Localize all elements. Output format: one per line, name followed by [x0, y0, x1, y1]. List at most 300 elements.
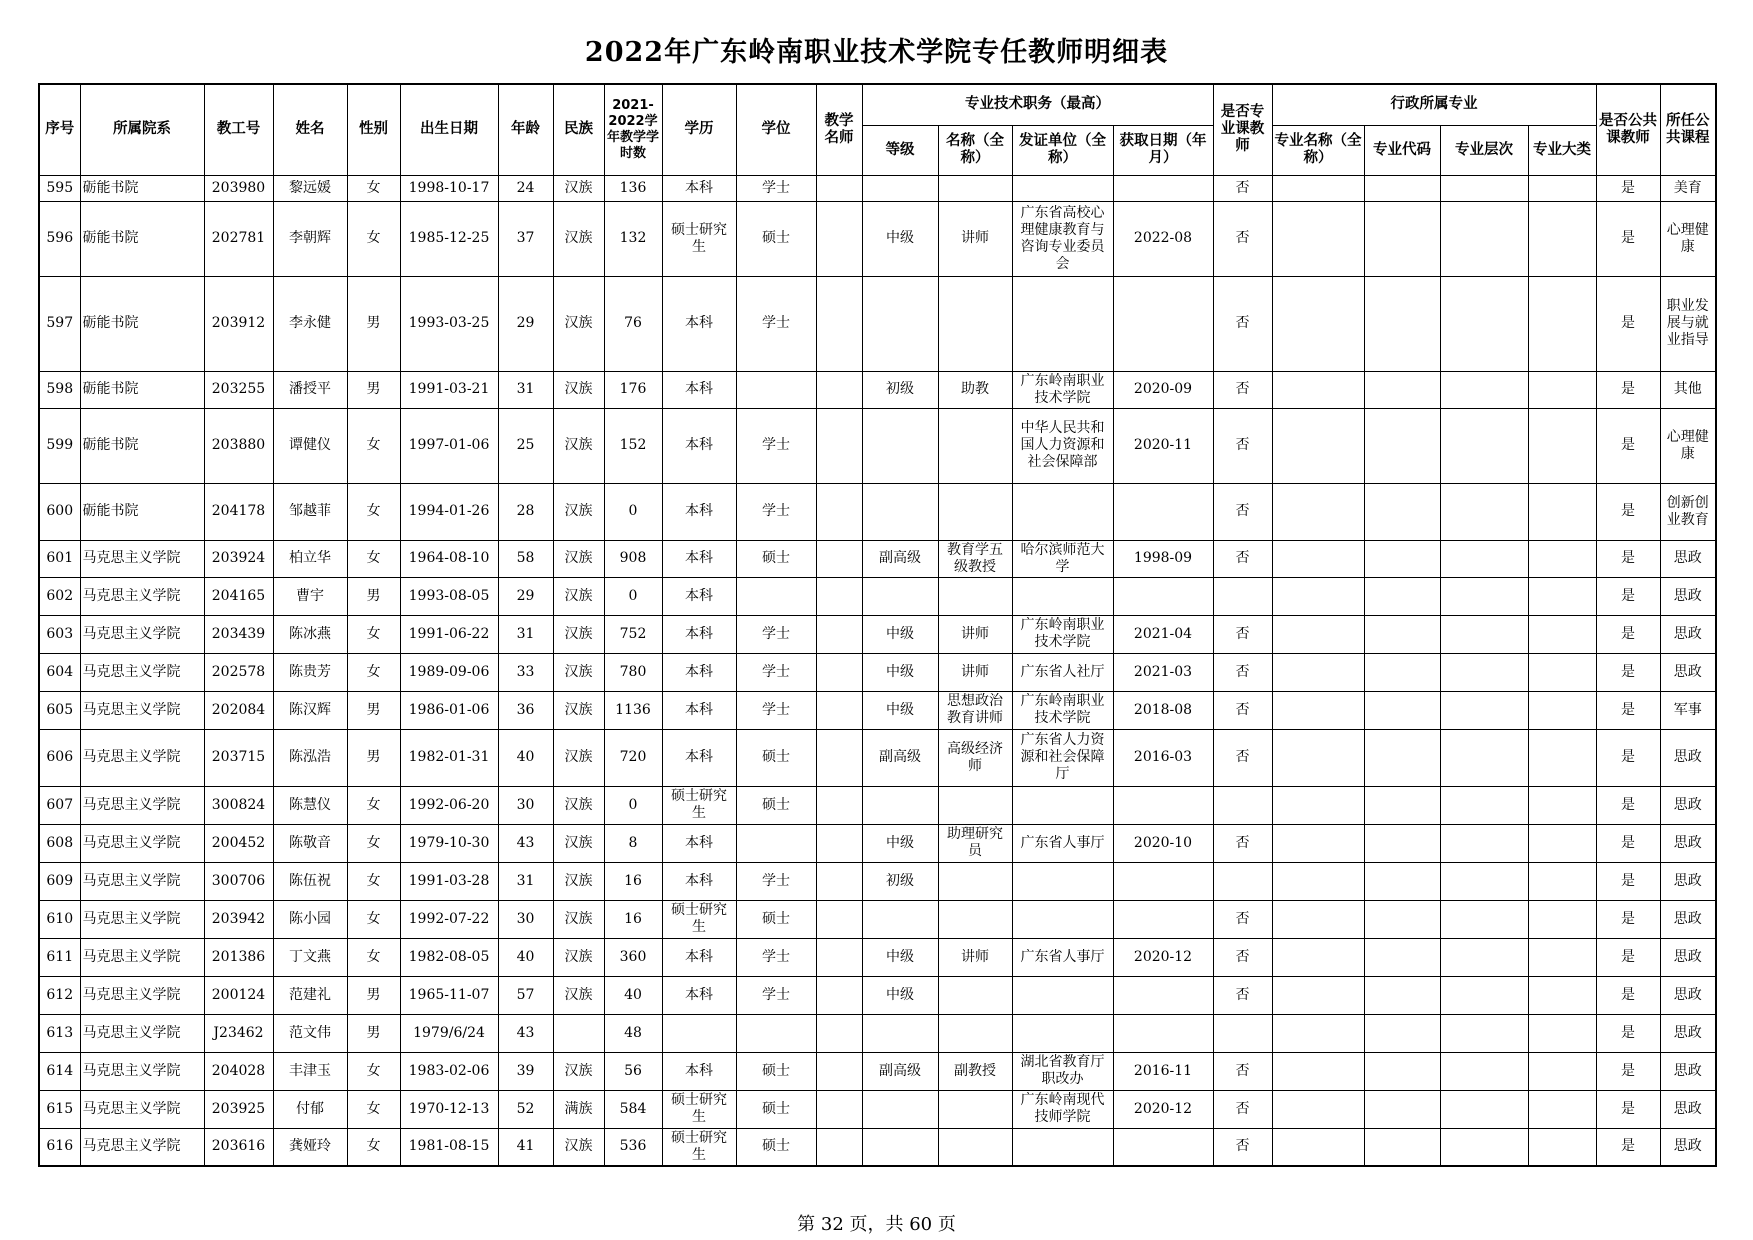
cell-is-major-teacher-text: 否 [1235, 663, 1250, 680]
cell-major-name [1272, 976, 1364, 1014]
cell-age [498, 938, 553, 976]
cell-staff-id [204, 371, 273, 408]
cell-public-course [1660, 408, 1716, 483]
cell-public-course-text: 心理健康 [1666, 221, 1709, 255]
cell-seq [39, 577, 80, 615]
cell-is-major-teacher [1213, 615, 1272, 653]
cell-issuer [1012, 1014, 1113, 1052]
cell-staff-id [204, 938, 273, 976]
cell-degree [736, 653, 816, 691]
cell-birth-text: 1983-02-06 [408, 1062, 490, 1079]
cell-seq-text: 612 [46, 986, 74, 1003]
cell-degree [736, 408, 816, 483]
cell-birth [400, 408, 498, 483]
cell-staff-id-text: 203439 [211, 625, 266, 642]
cell-hours-text: 132 [619, 230, 647, 246]
cell-seq-text: 607 [46, 796, 74, 813]
cell-age-text: 37 [516, 230, 535, 246]
cell-degree [736, 371, 816, 408]
cell-staff-id [204, 900, 273, 938]
cell-gender-text: 男 [366, 315, 381, 331]
cell-issuer [1012, 653, 1113, 691]
cell-dept-text: 砺能书院 [82, 503, 139, 519]
cell-birth-text: 1994-01-26 [408, 503, 490, 519]
cell-dept-text: 马克思主义学院 [82, 1024, 181, 1041]
header-staff-id: 教工号 [204, 84, 273, 175]
cell-name [273, 938, 347, 976]
cell-public-course [1660, 976, 1716, 1014]
cell-public-course [1660, 1128, 1716, 1166]
cell-rank-text: 中级 [886, 948, 914, 965]
cell-age [498, 824, 553, 862]
cell-issuer-text: 广东岭南职业技术学院 [1020, 617, 1105, 650]
cell-degree [736, 540, 816, 577]
cell-gender [347, 862, 400, 900]
cell-education [662, 371, 736, 408]
cell-is-major-teacher [1213, 577, 1272, 615]
cell-ethnicity-text: 汉族 [564, 749, 593, 765]
cell-issuer [1012, 862, 1113, 900]
cell-name-text: 陈贵芳 [289, 663, 331, 680]
cell-name [273, 1128, 347, 1166]
cell-major-category [1528, 201, 1596, 276]
cell-is-major-teacher [1213, 1014, 1272, 1052]
cell-name-text: 柏立华 [289, 550, 331, 566]
cell-degree-text: 硕士 [762, 550, 790, 566]
cell-name-text: 陈慧仪 [289, 796, 331, 813]
cell-seq [39, 862, 80, 900]
cell-famous [816, 540, 862, 577]
table-row [39, 900, 1716, 938]
cell-major-name [1272, 1052, 1364, 1090]
cell-dept [80, 900, 204, 938]
cell-birth [400, 938, 498, 976]
cell-staff-id-text: 203925 [211, 1100, 266, 1117]
cell-hours [604, 938, 662, 976]
cell-issuer-text: 广东岭南现代技师学院 [1020, 1092, 1105, 1125]
cell-major-category [1528, 729, 1596, 786]
cell-is-public-teacher [1596, 175, 1660, 201]
cell-major-name [1272, 862, 1364, 900]
cell-staff-id [204, 1090, 273, 1128]
cell-seq-text: 615 [46, 1100, 74, 1117]
cell-seq-text: 601 [46, 550, 74, 566]
cell-ethnicity [553, 577, 604, 615]
cell-issuer-text: 广东岭南职业技术学院 [1020, 693, 1105, 726]
cell-degree [736, 786, 816, 824]
cell-issuer [1012, 900, 1113, 938]
cell-obtain-date-text: 2021-04 [1133, 625, 1193, 642]
cell-major-code [1364, 824, 1440, 862]
cell-hours [604, 371, 662, 408]
cell-staff-id-text: 300706 [211, 872, 266, 889]
cell-famous [816, 729, 862, 786]
cell-obtain-date [1113, 615, 1213, 653]
cell-hours-text: 1136 [615, 701, 651, 718]
cell-gender-text: 女 [366, 179, 381, 196]
cell-gender [347, 408, 400, 483]
cell-education [662, 976, 736, 1014]
cell-hours [604, 483, 662, 540]
cell-birth [400, 862, 498, 900]
cell-seq-text: 599 [46, 437, 74, 453]
cell-gender-text: 男 [366, 587, 381, 604]
cell-birth [400, 976, 498, 1014]
header-public-course: 所任公共课程 [1660, 84, 1716, 175]
cell-gender-text: 女 [366, 550, 381, 566]
cell-public-course-text: 思政 [1673, 587, 1702, 604]
cell-staff-id [204, 653, 273, 691]
cell-title-name-text: 讲师 [961, 230, 989, 246]
cell-rank [862, 653, 938, 691]
cell-title-name-text: 思想政治教育讲师 [947, 693, 1003, 726]
cell-title-name [938, 276, 1012, 371]
cell-education [662, 201, 736, 276]
cell-issuer-text: 哈尔滨师范大学 [1020, 541, 1105, 575]
cell-seq-text: 609 [46, 872, 74, 889]
cell-staff-id-text: 204178 [211, 503, 266, 519]
cell-major-name [1272, 653, 1364, 691]
cell-ethnicity-text: 汉族 [564, 503, 593, 519]
cell-major-level [1440, 938, 1528, 976]
cell-hours [604, 1014, 662, 1052]
cell-obtain-date [1113, 1052, 1213, 1090]
cell-staff-id [204, 175, 273, 201]
cell-age [498, 1128, 553, 1166]
cell-obtain-date [1113, 976, 1213, 1014]
cell-birth [400, 900, 498, 938]
cell-gender [347, 577, 400, 615]
cell-hours [604, 1128, 662, 1166]
cell-degree-text: 学士 [762, 872, 790, 889]
cell-public-course-text: 其他 [1673, 381, 1702, 397]
header-admin-group: 行政所属专业 [1272, 84, 1596, 125]
cell-title-name [938, 1052, 1012, 1090]
cell-name-text: 丰津玉 [289, 1062, 331, 1079]
cell-dept [80, 1128, 204, 1166]
cell-is-major-teacher [1213, 1052, 1272, 1090]
cell-is-public-teacher [1596, 938, 1660, 976]
cell-staff-id [204, 1052, 273, 1090]
cell-obtain-date [1113, 786, 1213, 824]
cell-name-text: 李朝辉 [289, 230, 331, 246]
cell-seq [39, 1014, 80, 1052]
cell-gender-text: 女 [366, 834, 381, 851]
cell-name [273, 786, 347, 824]
cell-rank [862, 729, 938, 786]
cell-birth-text: 1982-08-05 [408, 948, 490, 965]
cell-title-name [938, 371, 1012, 408]
cell-hours-text: 536 [619, 1138, 647, 1155]
cell-rank-text: 副高级 [879, 1062, 921, 1079]
header-is-public-teacher: 是否公共课教师 [1596, 84, 1660, 175]
cell-title-name-text: 讲师 [961, 625, 989, 642]
cell-major-category [1528, 786, 1596, 824]
cell-age [498, 371, 553, 408]
cell-hours-text: 176 [619, 381, 647, 397]
cell-major-name [1272, 408, 1364, 483]
cell-is-public-teacher-text: 是 [1621, 834, 1635, 851]
cell-birth-text: 1985-12-25 [408, 230, 490, 246]
cell-education [662, 691, 736, 729]
cell-staff-id [204, 1014, 273, 1052]
cell-gender-text: 女 [366, 1062, 381, 1079]
cell-age-text: 33 [516, 663, 535, 680]
cell-seq-text: 608 [46, 834, 74, 851]
cell-ethnicity [553, 1128, 604, 1166]
cell-is-public-teacher-text: 是 [1621, 910, 1635, 927]
cell-major-level [1440, 1014, 1528, 1052]
cell-seq-text: 600 [46, 503, 74, 519]
cell-ethnicity-text: 汉族 [564, 1062, 593, 1079]
cell-hours [604, 729, 662, 786]
cell-famous [816, 483, 862, 540]
cell-staff-id [204, 824, 273, 862]
cell-age-text: 24 [516, 179, 535, 196]
cell-gender-text: 女 [366, 1138, 381, 1155]
cell-staff-id [204, 540, 273, 577]
cell-age-text: 41 [516, 1138, 535, 1155]
cell-hours-text: 0 [628, 796, 638, 813]
cell-birth-text: 1979-10-30 [408, 834, 490, 851]
cell-is-public-teacher-text: 是 [1621, 1024, 1635, 1041]
cell-degree-text: 硕士 [762, 1100, 790, 1117]
cell-obtain-date-text: 2016-11 [1133, 1062, 1193, 1079]
cell-hours-text: 0 [628, 503, 638, 519]
cell-obtain-date [1113, 408, 1213, 483]
cell-is-major-teacher-text: 否 [1235, 834, 1250, 851]
cell-birth [400, 691, 498, 729]
cell-issuer [1012, 1052, 1113, 1090]
cell-seq-text: 598 [46, 381, 74, 397]
cell-obtain-date-text: 2020-10 [1133, 834, 1193, 851]
cell-degree [736, 1052, 816, 1090]
cell-is-major-teacher-text: 否 [1235, 948, 1250, 965]
cell-birth-text: 1992-07-22 [408, 910, 490, 927]
cell-major-level [1440, 175, 1528, 201]
cell-dept [80, 938, 204, 976]
cell-rank-text: 中级 [886, 230, 914, 246]
cell-gender [347, 729, 400, 786]
cell-dept [80, 408, 204, 483]
cell-hours-text: 76 [624, 315, 642, 331]
cell-age-text: 30 [516, 910, 535, 927]
header-major-name: 专业名称（全称） [1272, 125, 1364, 175]
cell-public-course-text: 思政 [1673, 834, 1702, 851]
cell-is-major-teacher-text: 否 [1235, 910, 1250, 927]
cell-issuer-text: 湖北省教育厅职改办 [1020, 1054, 1105, 1087]
cell-public-course [1660, 938, 1716, 976]
cell-ethnicity-text: 汉族 [564, 587, 593, 604]
cell-ethnicity [553, 276, 604, 371]
cell-dept-text: 马克思主义学院 [82, 872, 181, 889]
cell-age [498, 540, 553, 577]
cell-is-public-teacher [1596, 976, 1660, 1014]
cell-dept-text: 砺能书院 [82, 381, 139, 397]
cell-title-name [938, 976, 1012, 1014]
cell-issuer-text: 中华人民共和国人力资源和社会保障部 [1020, 420, 1105, 470]
cell-rank [862, 483, 938, 540]
cell-is-public-teacher-text: 是 [1621, 1138, 1635, 1155]
cell-staff-id [204, 615, 273, 653]
cell-degree [736, 1014, 816, 1052]
cell-degree-text: 学士 [762, 179, 790, 196]
cell-title-name [938, 824, 1012, 862]
cell-degree-text: 硕士 [762, 1062, 790, 1079]
cell-public-course-text: 创新创业教育 [1666, 494, 1709, 528]
cell-issuer [1012, 615, 1113, 653]
cell-degree [736, 276, 816, 371]
cell-dept-text: 马克思主义学院 [82, 625, 181, 642]
cell-age-text: 28 [516, 503, 535, 519]
cell-obtain-date [1113, 1128, 1213, 1166]
cell-birth [400, 276, 498, 371]
cell-seq [39, 371, 80, 408]
cell-obtain-date-text: 2018-08 [1133, 701, 1193, 718]
cell-hours [604, 615, 662, 653]
cell-major-category [1528, 540, 1596, 577]
cell-education [662, 1014, 736, 1052]
cell-name [273, 691, 347, 729]
table-row [39, 938, 1716, 976]
cell-issuer [1012, 824, 1113, 862]
cell-rank [862, 824, 938, 862]
cell-dept [80, 201, 204, 276]
cell-is-major-teacher [1213, 276, 1272, 371]
cell-major-level [1440, 577, 1528, 615]
cell-major-level [1440, 862, 1528, 900]
cell-seq [39, 175, 80, 201]
cell-rank [862, 1052, 938, 1090]
cell-name-text: 曹宇 [296, 587, 324, 604]
cell-rank [862, 1128, 938, 1166]
cell-public-course [1660, 1014, 1716, 1052]
cell-is-major-teacher [1213, 729, 1272, 786]
cell-education-text: 本科 [685, 625, 713, 642]
cell-degree-text: 学士 [762, 948, 790, 965]
cell-is-major-teacher [1213, 824, 1272, 862]
cell-hours-text: 136 [619, 179, 647, 196]
cell-is-public-teacher [1596, 408, 1660, 483]
cell-title-name [938, 408, 1012, 483]
cell-rank [862, 201, 938, 276]
cell-dept [80, 1014, 204, 1052]
cell-ethnicity [553, 371, 604, 408]
cell-degree-text: 学士 [762, 625, 790, 642]
cell-staff-id-text: 202578 [211, 663, 266, 680]
cell-education-text: 本科 [685, 179, 713, 196]
cell-is-public-teacher-text: 是 [1621, 503, 1635, 519]
cell-dept-text: 马克思主义学院 [82, 1138, 181, 1155]
cell-name-text: 黎远媛 [289, 179, 331, 196]
cell-age [498, 786, 553, 824]
cell-hours-text: 48 [624, 1024, 642, 1041]
cell-is-public-teacher-text: 是 [1621, 663, 1635, 680]
cell-is-major-teacher-text: 否 [1235, 315, 1250, 331]
cell-major-level [1440, 1052, 1528, 1090]
cell-birth [400, 1052, 498, 1090]
page-footer: 第 32 页，共 60 页 [797, 1214, 956, 1235]
cell-major-name [1272, 1014, 1364, 1052]
cell-public-course [1660, 483, 1716, 540]
cell-obtain-date-text: 2020-12 [1133, 1100, 1193, 1117]
cell-major-level [1440, 1128, 1528, 1166]
cell-ethnicity [553, 729, 604, 786]
cell-public-course-text: 思政 [1673, 625, 1702, 642]
header-famous: 教学名师 [816, 84, 862, 175]
cell-hours [604, 408, 662, 483]
cell-hours [604, 540, 662, 577]
cell-major-category [1528, 938, 1596, 976]
cell-famous [816, 1090, 862, 1128]
cell-hours [604, 900, 662, 938]
cell-issuer-text: 广东省人事厅 [1020, 834, 1105, 851]
cell-age [498, 483, 553, 540]
cell-public-course-text: 美育 [1673, 179, 1702, 196]
cell-famous [816, 175, 862, 201]
cell-public-course [1660, 653, 1716, 691]
cell-rank [862, 540, 938, 577]
cell-staff-id [204, 786, 273, 824]
cell-degree-text: 学士 [762, 503, 790, 519]
cell-dept [80, 786, 204, 824]
header-gender: 性别 [347, 84, 400, 175]
cell-ethnicity-text: 汉族 [564, 796, 593, 813]
cell-dept-text: 砺能书院 [82, 437, 139, 453]
cell-dept-text: 马克思主义学院 [82, 1062, 181, 1079]
cell-ethnicity-text: 汉族 [564, 179, 593, 196]
cell-major-name [1272, 786, 1364, 824]
cell-seq-text: 606 [46, 749, 74, 765]
cell-gender [347, 691, 400, 729]
cell-name-text: 邹越菲 [289, 503, 331, 519]
cell-dept-text: 马克思主义学院 [82, 701, 181, 718]
cell-dept-text: 砺能书院 [82, 230, 139, 246]
cell-ethnicity [553, 786, 604, 824]
cell-major-code [1364, 276, 1440, 371]
cell-major-name [1272, 540, 1364, 577]
cell-name-text: 付郁 [296, 1100, 324, 1117]
cell-title-name [938, 615, 1012, 653]
cell-rank-text: 初级 [886, 872, 914, 889]
cell-education [662, 653, 736, 691]
cell-obtain-date [1113, 201, 1213, 276]
cell-title-name [938, 1128, 1012, 1166]
cell-gender [347, 201, 400, 276]
cell-public-course-text: 思政 [1673, 663, 1702, 680]
cell-age-text: 25 [516, 437, 535, 453]
cell-education-text: 硕士研究生 [671, 788, 727, 821]
cell-is-major-teacher-text: 否 [1235, 550, 1250, 566]
cell-gender-text: 男 [366, 1024, 381, 1041]
cell-education-text: 本科 [685, 948, 713, 965]
cell-education [662, 729, 736, 786]
cell-obtain-date [1113, 577, 1213, 615]
cell-name-text: 陈泓浩 [289, 749, 331, 765]
cell-ethnicity [553, 976, 604, 1014]
cell-name-text: 陈小园 [289, 910, 331, 927]
cell-birth [400, 483, 498, 540]
cell-hours [604, 862, 662, 900]
cell-is-public-teacher-text: 是 [1621, 1062, 1635, 1079]
cell-name-text: 陈敬音 [289, 834, 331, 851]
cell-rank [862, 175, 938, 201]
cell-major-code [1364, 615, 1440, 653]
cell-major-name [1272, 691, 1364, 729]
cell-major-name [1272, 1090, 1364, 1128]
cell-major-code [1364, 1052, 1440, 1090]
cell-hours [604, 1052, 662, 1090]
